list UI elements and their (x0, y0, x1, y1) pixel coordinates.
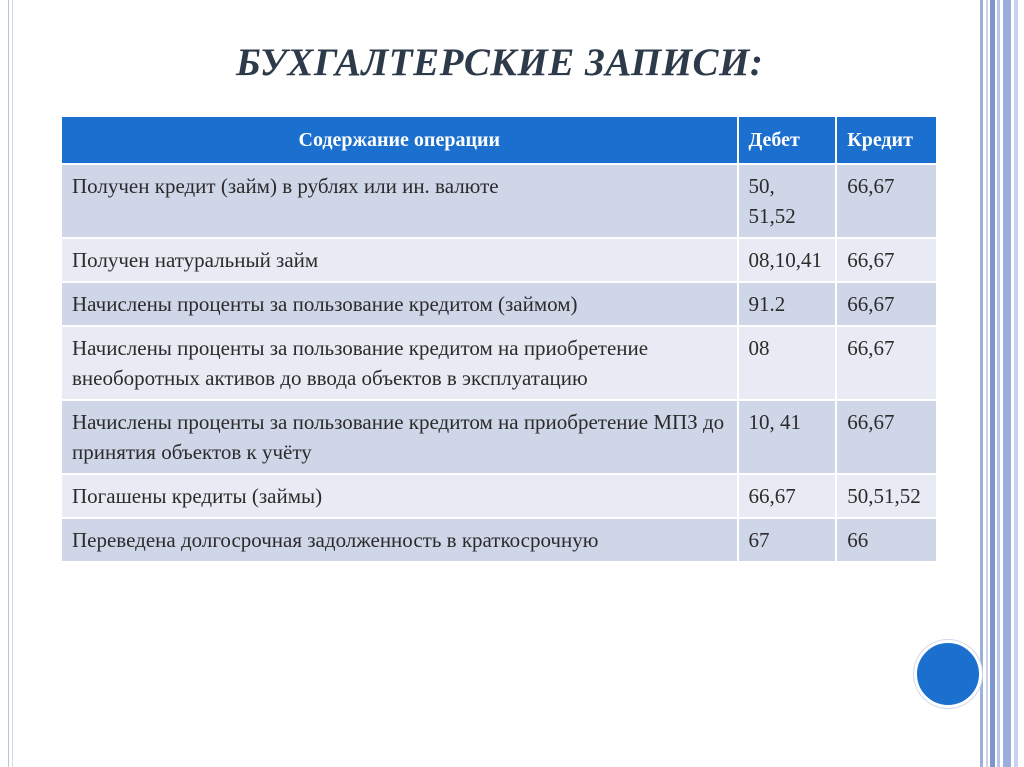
decorative-stripe (997, 0, 1000, 767)
decorative-stripe (1003, 0, 1011, 767)
table-row (62, 400, 937, 474)
decorative-stripe (986, 0, 988, 767)
table-row (62, 282, 937, 326)
table-row (62, 326, 937, 400)
operation-cell: Получен натуральный займ (62, 238, 738, 282)
decorative-circle (914, 640, 982, 708)
header-credit: Кредит (836, 117, 937, 164)
credit-cell: 66,67 (836, 400, 937, 474)
table-header-row (62, 117, 937, 164)
credit-cell: 66,67 (836, 326, 937, 400)
header-operation: Содержание операции (62, 117, 738, 164)
slide-title: БУХГАЛТЕРСКИЕ ЗАПИСИ: (236, 41, 764, 84)
credit-cell: 66,67 (836, 282, 937, 326)
left-border-line-inner (12, 0, 13, 767)
debit-cell: 66,67 (738, 474, 837, 518)
credit-cell: 50,51,52 (836, 474, 937, 518)
operation-cell: Погашены кредиты (займы) (62, 474, 738, 518)
debit-cell: 08,10,41 (738, 238, 837, 282)
operation-cell: Начислены проценты за пользование кредитом на приобретение внеоборотных активов до ввода объектов в эксплуатацию (62, 326, 738, 400)
operation-cell: Начислены проценты за пользование кредитом (займом) (62, 282, 738, 326)
accounting-entries-table (62, 117, 938, 563)
operation-cell: Получен кредит (займ) в рублях или ин. валюте (62, 164, 738, 238)
decorative-stripe (990, 0, 995, 767)
operation-cell: Переведена долгосрочная задолженность в краткосрочную (62, 518, 738, 562)
table-row (62, 238, 937, 282)
table-row (62, 518, 937, 562)
table-row (62, 164, 937, 238)
operation-cell: Начислены проценты за пользование кредитом на приобретение МПЗ до принятия объектов к учёту (62, 400, 738, 474)
left-border-line (8, 0, 9, 767)
debit-cell: 91.2 (738, 282, 837, 326)
debit-cell: 08 (738, 326, 837, 400)
header-debit: Дебет (738, 117, 837, 164)
decorative-stripe (1014, 0, 1018, 767)
credit-cell: 66,67 (836, 238, 937, 282)
debit-cell (738, 164, 837, 238)
credit-cell: 66 (836, 518, 937, 562)
table-row (62, 474, 937, 518)
debit-cell: 10, 41 (738, 400, 837, 474)
credit-cell: 66,67 (836, 164, 937, 238)
debit-cell: 67 (738, 518, 837, 562)
decorative-stripe (980, 0, 983, 767)
debit-value: 50, 51,52 (748, 174, 796, 228)
